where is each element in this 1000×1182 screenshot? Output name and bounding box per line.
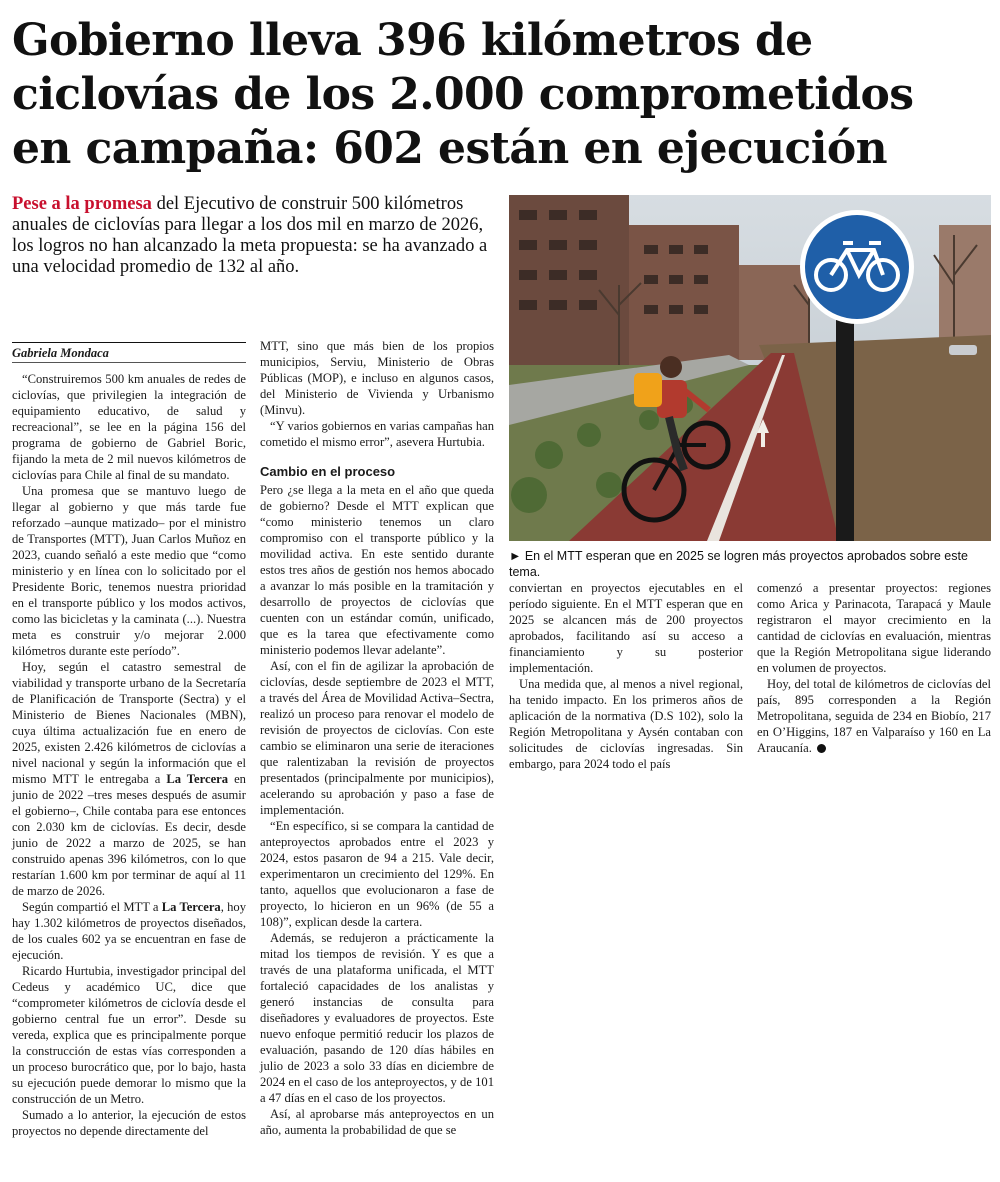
author-byline: Gabriela Mondaca (12, 342, 246, 363)
paragraph: Pero ¿se llega a la meta en el año que queda de gobierno? Desde el MTT explican que “como ministerio tenemos un claro compromiso con el transporte público y la movilidad activa. En este sentido durante estos tres años de gestión nos hemos abocado a avanzar lo más posible en la tramitación y desarrollo de proyectos de ciclovías que cuenten con un estándar común, unificado, que es la tarea que efectivamente como ministerio podemos llevar adelante”. (260, 483, 494, 657)
article-column-3 (509, 580, 743, 772)
paragraph: comenzó a presentar proyectos: regiones como Arica y Parinacota, Tarapacá y Maule registraron el mayor crecimiento en la cantidad de ciclovías en evaluación, mientras que la Región Metropolitana sigue liderando en volumen de proyectos. (757, 581, 991, 675)
paragraph: Una promesa que se mantuvo luego de llegar al gobierno y que más tarde fue reforzado –aunque matizado– por el ministro de Transportes (MTT), Juan Carlos Muñoz en 2023, cuando señaló a este medio que “como ministerio y en línea con lo solicitado por el Presidente Boric, tenemos nuestra prioridad en el transporte público y los modos activos, como las bicicletas y la caminata (...). Nuestra meta es construir y/o mejorar 2.000 kilómetros durante este período”. (12, 484, 246, 658)
paragraph: “Construiremos 500 km anuales de redes de ciclovías, que privilegien la integración de equipamiento educativo, de salud y recreacional”, se lee en la página 156 del programa de gobierno de Gabriel Boric, fijando la meta de 2 mil nuevos kilómetros de ciclovías para Chile al final de su mandato. (12, 372, 246, 482)
paragraph: conviertan en proyectos ejecutables en el período siguiente. En el MTT esperan que en 2025 se alcancen más de 200 proyectos aprobados, facilitando así su acceso a financiamiento y su posterior implementación. (509, 581, 743, 675)
paragraph: Así, al aprobarse más anteproyectos en un año, aumenta la probabilidad de que se (260, 1107, 494, 1137)
paragraph: Sumado a lo anterior, la ejecución de estos proyectos no depende directamente del (12, 1108, 246, 1138)
headline-line-3: en campaña: 602 están en ejecución (12, 123, 888, 174)
paragraph: Hoy, del total de kilómetros de ciclovías del país, 895 corresponden a la Región Metropolitana, seguida de 234 en Biobío, 217 en O’Higgins, 187 en Valparaíso y 160 en La Araucanía. (757, 677, 991, 755)
end-mark-icon (817, 744, 826, 753)
paragraph: Hoy, según el catastro semestral de viabilidad y transporte urbano de la Secretaría de Planificación de Transporte (Sectra) y el Ministerio de Bienes Nacionales (MBN), cuya última actualización fue en enero de 2025, existen 2.426 kilómetros de ciclovías a nivel nacional y según la información que el mismo MTT le entregaba a La Tercera en junio de 2022 –tres meses después de asumir el gobierno–, Chile contaba para ese entonces con 2.030 km de ciclovías. Es decir, desde junio de 2022 a marzo de 2025, se han construido apenas 396 kilómetros, con lo que restarían 1.600 km por terminar de aquí al 11 de marzo de 2026. (12, 660, 246, 898)
paragraph: MTT, sino que más bien de los propios municipios, Serviu, Ministerio de Obras Públicas (MOP), e incluso en algunos casos, del Ministerio de Vivienda y Urbanismo (Minvu). (260, 339, 494, 417)
article-column-1 (12, 371, 246, 1139)
paragraph: Además, se redujeron a prácticamente la mitad los tiempos de revisión. Y es que a través de una plataforma unificada, el MTT fortaleció capacidades de los analistas y generó instancias de consulta para diseñadores y evaluadores de proyectos. Este nuevo enfoque permitió reducir los plazos de evaluación, pasando de 120 días hábiles en julio de 2023 a solo 33 días en diciembre de 2024 en el caso de los anteproyectos, y de 101 a 47 días en el caso de los proyectos. (260, 931, 494, 1105)
photo-illustration (509, 195, 991, 541)
article-photo (509, 195, 991, 541)
paragraph: “Y varios gobiernos en varias campañas han cometido el mismo error”, asevera Hurtubia. (260, 419, 494, 449)
paragraph: Así, con el fin de agilizar la aprobación de ciclovías, desde septiembre de 2023 el MTT, a través del Área de Movilidad Activa–Sectra, realizó un proceso para renovar el modelo de revisión de proyectos de ciclovías. Con este cambio se eliminaron una serie de iteraciones que ralentizaban la revisión de proyectos presentados (principalmente por municipios), acelerando su aprobación y paso a fase de implementación. (260, 659, 494, 817)
paragraph: Según compartió el MTT a La Tercera, hoy hay 1.302 kilómetros de proyectos diseñados, de los cuales 602 ya se encuentran en fase de ejecución. (12, 900, 246, 962)
paragraph: Una medida que, al menos a nivel regional, ha tenido impacto. En los primeros años de aplicación de la normativa (D.S 102), solo la Región Metropolitana y Aysén contaban con solicitudes de ciclovías ingresadas. Sin embargo, para 2024 todo el país (509, 677, 743, 771)
paragraph: “En específico, si se compara la cantidad de anteproyectos aprobados entre el 2023 y 2024, estos pasaron de 94 a 215. Vale decir, experimentaron un crecimiento del 129%. En tanto, aquellos que evolucionaron a fase de proyecto, lo hicieron en un 96% (de 55 a 108)”, explican desde la cartera. (260, 819, 494, 929)
subheading: Cambio en el proceso (260, 464, 396, 479)
headline (12, 14, 988, 176)
paragraph: Ricardo Hurtubia, investigador principal del Cedeus y académico UC, dice que “comprometer kilómetros de ciclovía desde el gobierno central fue un error”. Desde su vereda, explica que es principalmente porque la construcción de estas vías corresponden a un proceso burocrático que, por lo bajo, hasta su ejecución puede demorar lo mismo que la construcción de un Metro. (12, 964, 246, 1106)
photo-caption: ► En el MTT esperan que en 2025 se logren más proyectos aprobados sobre este tema. (509, 549, 968, 579)
headline-line-1: Gobierno lleva 396 kilómetros de (12, 15, 813, 66)
article-column-4 (757, 580, 991, 756)
article-column-2 (260, 338, 494, 1138)
headline-line-2: ciclovías de los 2.000 comprometidos (12, 69, 914, 120)
lead-text: del Ejecutivo de construir 500 kilómetros anuales de ciclovías para llegar a los dos mil en marzo de 2026, los logros no han alcanzado la meta propuesta: se ha avanzado a una velocidad promedio de 132 al año. (12, 194, 488, 277)
lead-paragraph (12, 194, 498, 278)
lead-highlight: Pese a la promesa (12, 194, 152, 214)
